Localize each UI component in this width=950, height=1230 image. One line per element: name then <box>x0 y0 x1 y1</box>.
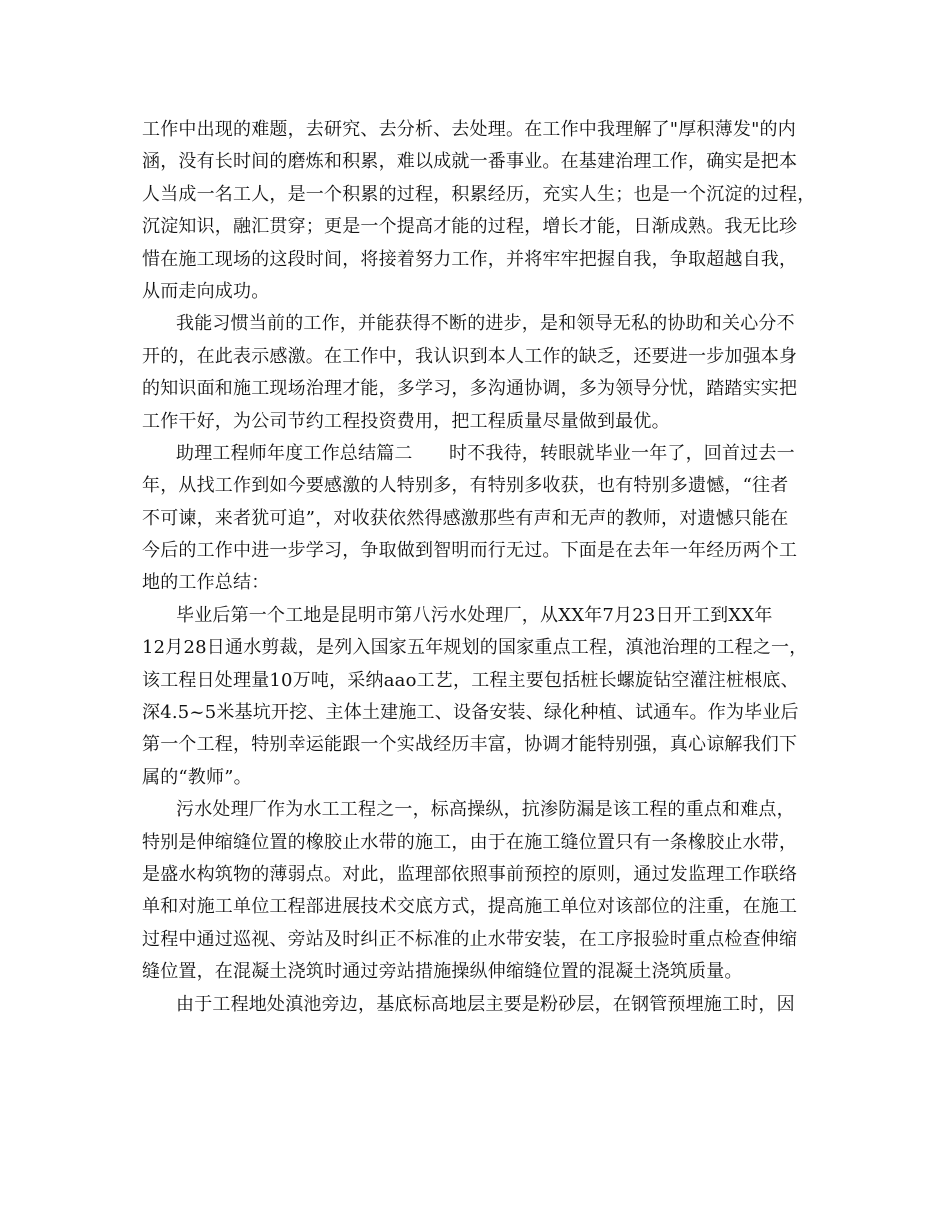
text-line: 单和对施工单位工程部进展技术交底方式，提高施工单位对该部位的注重，在施工 <box>142 896 798 918</box>
paragraph-first-line: 由于工程地处滇池旁边，基底标高地层主要是粉砂层，在钢管预埋施工时，因 <box>176 993 795 1015</box>
text-line: 过程中通过巡视、旁站及时纠正不标准的止水带安装，在工序报验时重点检查伸缩 <box>142 928 798 950</box>
text-line: 涵，没有长时间的磨炼和积累，难以成就一番事业。在基建治理工作，确实是把本 <box>142 151 798 173</box>
text-line: 12月28日通水剪裁，是列入国家五年规划的国家重点工程，滇池治理的工程之一， <box>142 637 808 659</box>
paragraph-first-line: 污水处理厂作为水工工程之一，标高操纵，抗渗防漏是该工程的重点和难点， <box>176 799 795 821</box>
paragraph-first-line: 我能习惯当前的工作，并能获得不断的进步，是和领导无私的协助和关心分不 <box>176 313 795 335</box>
text-line: 惜在施工现场的这段时间，将接着努力工作，并将牢牢把握自我，争取超越自我， <box>142 248 798 270</box>
text-line: 工作中出现的难题，去研究、去分析、去处理。在工作中我理解了"厚积薄发"的内 <box>142 119 796 140</box>
text-line: 属的“教师”。 <box>142 766 252 788</box>
paragraph-first-line: 助理工程师年度工作总结篇二 时不我待，转眼就毕业一年了，回首过去一 <box>176 442 795 464</box>
text-line: 今后的工作中进一步学习，争取做到智明而行无过。下面是在去年一年经历两个工 <box>142 540 798 562</box>
document-body <box>142 114 822 1021</box>
text-line: 从而走向成功。 <box>142 280 270 302</box>
text-line: 的知识面和施工现场治理才能，多学习，多沟通协调，多为领导分忧，踏踏实实把 <box>142 378 798 400</box>
text-line: 是盛水构筑物的薄弱点。对此，监理部依照事前预控的原则，通过发监理工作联络 <box>142 863 798 885</box>
text-line: 年，从找工作到如今要感激的人特别多，有特别多收获，也有特别多遗憾，“往者 <box>142 475 789 497</box>
paragraph-first-line: 毕业后第一个工地是昆明市第八污水处理厂，从XX年7月23日开工到XX年 <box>176 604 773 626</box>
text-line: 人当成一名工人，是一个积累的过程，积累经历，充实人生；也是一个沉淀的过程， <box>142 183 816 205</box>
text-line: 缝位置，在混凝土浇筑时通过旁站措施操纵伸缩缝位置的混凝土浇筑质量。 <box>142 961 743 983</box>
text-line: 该工程日处理量10万吨，采纳aao工艺，工程主要包括桩长螺旋钻空灌注桩根底、 <box>142 669 799 691</box>
text-line: 特别是伸缩缝位置的橡胶止水带的施工，由于在施工缝位置只有一条橡胶止水带， <box>142 831 798 853</box>
text-line: 第一个工程，特别幸运能跟一个实战经历丰富，协调才能特别强，真心谅解我们下 <box>142 734 798 756</box>
text-line: 地的工作总结： <box>142 572 270 594</box>
text-line: 不可谏，来者犹可追”，对收获依然得感激那些有声和无声的教师，对遗憾只能在 <box>142 507 789 529</box>
text-line: 开的，在此表示感激。在工作中，我认识到本人工作的缺乏，还要进一步加强本身 <box>142 345 798 367</box>
text-line: 沉淀知识，融汇贯穿；更是一个提高才能的过程，增长才能，日渐成熟。我无比珍 <box>142 216 798 238</box>
text-line: 工作干好，为公司节约工程投资费用，把工程质量尽量做到最优。 <box>142 410 670 432</box>
text-line: 深4.5~5米基坑开挖、主体土建施工、设备安装、绿化种植、试通车。作为毕业后 <box>142 702 799 724</box>
